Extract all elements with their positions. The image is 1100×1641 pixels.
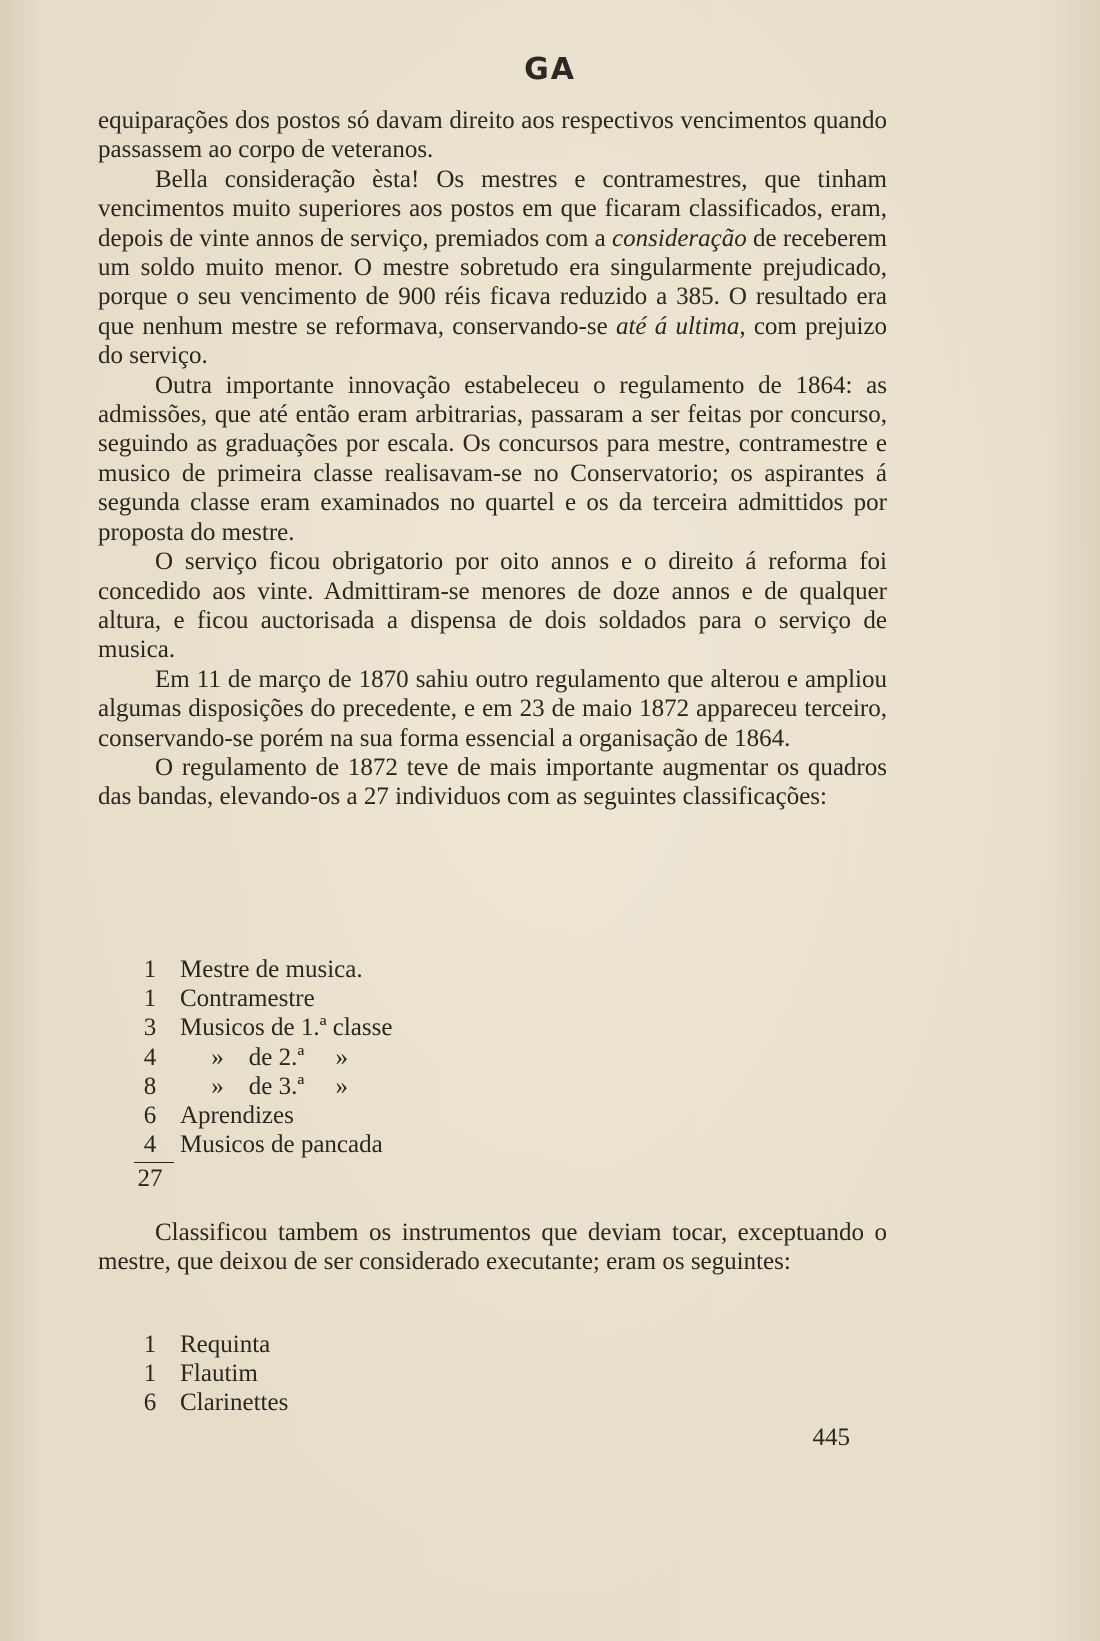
paragraph: Classificou tambem os instrumentos que deviam tocar, exceptuando o mestre, que deixou de ser considerado executante; eram os seguintes: (98, 1219, 887, 1276)
list-qty: 1 (143, 1331, 157, 1358)
paragraph: Em 11 de março de 1870 sahiu outro regulamento que alterou e ampliou algumas disposições do precedente, e em 23 de maio 1872 appareceu terceiro, conservando-se porém na sua forma essencial a organisação de 1864. (98, 665, 887, 752)
list-label: Requinta (180, 1331, 271, 1358)
italic-phrase: consideração (612, 224, 747, 252)
list-item (120, 1359, 540, 1388)
list-label: Musicos de pancada (180, 1131, 383, 1159)
body-text (98, 106, 887, 812)
list-label: Mestre de musica. (180, 956, 363, 983)
list-item (120, 1043, 540, 1072)
list-item (120, 1013, 540, 1042)
classification-list (120, 955, 540, 1159)
list-item (120, 984, 540, 1013)
list-label: Contramestre (180, 985, 315, 1013)
list-qty: 8 (143, 1072, 157, 1100)
list-label: Musicos de 1.ª classe (180, 1014, 393, 1042)
classification-total: 27 (137, 1165, 163, 1192)
italic-phrase: até á ultima (615, 312, 740, 340)
list-item (120, 955, 540, 984)
list-qty: 3 (143, 1014, 157, 1042)
list-qty: 6 (143, 1102, 157, 1130)
list-qty: 4 (143, 1043, 157, 1071)
paragraph-part: , com prejuizo do serviço. (98, 312, 888, 370)
list-item (120, 1330, 540, 1359)
list-qty: 4 (143, 1131, 157, 1159)
list-label: Aprendizes (180, 1102, 294, 1130)
body-text-continued (98, 1218, 887, 1277)
list-label: Flautim (180, 1360, 258, 1388)
paragraph: O regulamento de 1872 teve de mais importante augmentar os quadros das bandas, elevando-os a 27 individuos com as seguintes classificações: (98, 753, 887, 811)
list-qty: 1 (143, 1360, 157, 1388)
list-label: » de 2.ª » (180, 1043, 348, 1071)
list-label: » de 3.ª » (180, 1072, 348, 1100)
page-number: 445 (812, 1424, 850, 1451)
paragraph-part: Bella consideração èsta! Os mestres e contramestres, que tinham vencimentos muito superiores aos postos em que ficaram classificados, eram, depois de vinte annos de serviço, premiados com a (98, 165, 887, 252)
list-label: Clarinettes (180, 1389, 289, 1417)
list-item (120, 1130, 540, 1159)
list-qty: 1 (143, 956, 157, 983)
paragraph-part: de receberem um soldo muito menor. O mestre sobretudo era singularmente prejudicado, porque o seu vencimento de 900 réis ficava reduzido a 385. O resultado era que nenhum mestre se reformava, conservando-se (98, 224, 887, 340)
list-item (120, 1072, 540, 1101)
instrument-list (120, 1330, 540, 1418)
paragraph: O serviço ficou obrigatorio por oito annos e o direito á reforma foi concedido aos vinte. Admittiram-se menores de doze annos e de qualquer altura, e ficou auctorisada a dispensa de dois soldados para o serviço de musica. (98, 548, 887, 664)
running-head: GA (524, 52, 576, 87)
sum-rule (134, 1162, 174, 1163)
list-qty: 6 (143, 1389, 157, 1417)
paragraph: equiparações dos postos só davam direito aos respectivos vencimentos quando passassem ao corpo de veteranos. (98, 107, 887, 164)
list-qty: 1 (143, 985, 157, 1013)
list-item (120, 1388, 540, 1417)
paragraph (98, 165, 887, 371)
paragraph: Outra importante innovação estabeleceu o regulamento de 1864: as admissões, que até então eram arbitrarias, passaram a ser feitas por concurso, seguindo as graduações por escala. Os concursos para mestre, contramestre e musico de primeira classe realisavam-se no Conservatorio; os aspirantes á segunda classe eram examinados no quartel e os da terceira admittidos por proposta do mestre. (98, 371, 887, 546)
list-item (120, 1101, 540, 1130)
